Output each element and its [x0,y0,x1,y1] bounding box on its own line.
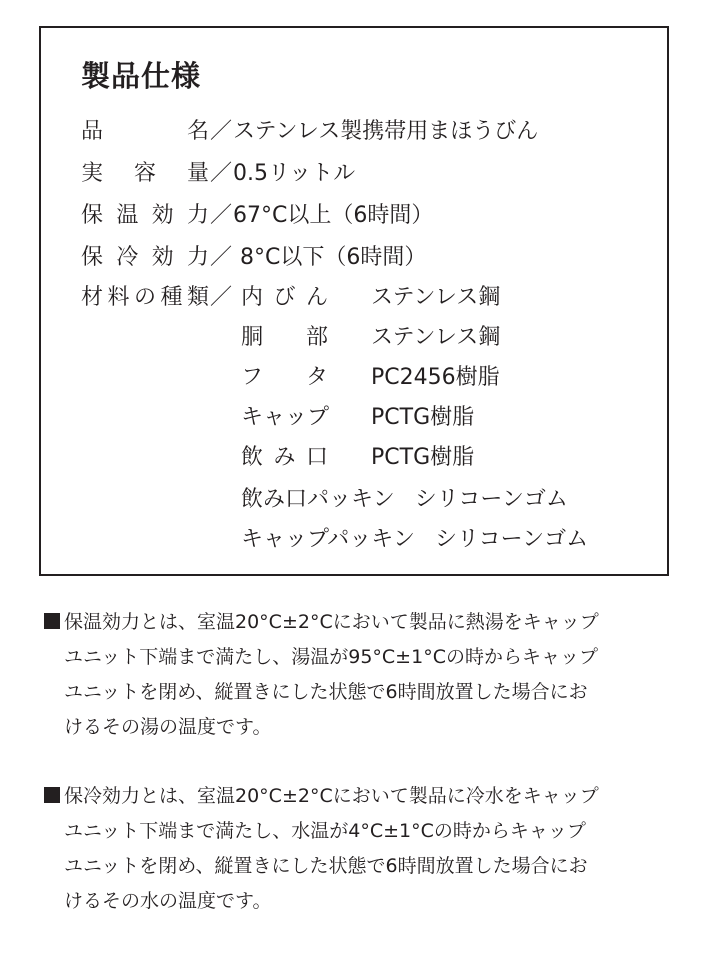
spec-label: 実容量 [81,161,209,186]
spec-value: ステンレス製携帯用まほうびん [233,119,539,144]
spec-box [39,26,669,576]
note-text: 保冷効力とは、室温20°C±2°Cにおいて製品に冷水をキャップ [64,785,599,807]
material-part: フタ [241,365,328,390]
note-line: ユニット下端まで満たし、湯温が95°C±1°Cの時からキャップ [64,646,598,668]
separator: ／ [209,285,232,310]
material-name: PCTG樹脂 [371,445,475,470]
material-name: ステンレス鋼 [371,285,501,310]
spec-label: 保温効力 [81,203,209,228]
material-row [241,358,500,398]
note-line [44,779,680,814]
note-line: ユニットを閉め、縦置きにした状態で6時間放置した場合にお [64,681,588,703]
spec-row-cold-retention [81,238,426,278]
note-line: ユニット下端まで満たし、水温が4°C±1°Cの時からキャップ [64,820,586,842]
note-line: けるその湯の温度です。 [64,716,272,738]
spec-row-capacity [81,154,355,194]
spec-title: 製品仕様 [81,59,202,93]
material-name: シリコーンゴム [435,527,589,552]
material-row [241,520,588,560]
spec-label: 保冷効力 [81,245,209,270]
material-part: 飲み口パッキン [241,487,395,512]
material-name: PC2456樹脂 [371,365,500,390]
spec-label: 品名 [81,119,209,144]
note-line [44,605,680,640]
note-text: 保温効力とは、室温20°C±2°Cにおいて製品に熱湯をキャップ [64,611,599,633]
separator: ／ [209,119,232,144]
spec-value: 67°C以上（6時間） [233,203,434,228]
note-cold-retention [44,779,680,919]
spec-row-materials [81,278,233,318]
spec-value: 0.5リットル [233,161,356,186]
square-bullet-icon [44,613,60,629]
separator: ／ [209,161,232,186]
material-row [241,398,474,438]
material-part: キャップ [241,405,330,430]
note-line: ユニットを閉め、縦置きにした状態で6時間放置した場合にお [64,855,588,877]
material-part: 飲み口 [241,445,328,470]
material-name: PCTG樹脂 [371,405,475,430]
material-part: キャップパッキン [241,527,416,552]
material-row [241,318,500,358]
separator: ／ [209,245,232,270]
spec-label: 材料の種類 [81,285,209,310]
spec-row-product-name [81,112,538,152]
separator: ／ [209,203,232,228]
material-row [241,480,568,520]
square-bullet-icon [44,787,60,803]
note-line: けるその水の温度です。 [64,890,272,912]
spec-value: 8°C以下（6時間） [233,245,427,270]
material-name: シリコーンゴム [414,487,568,512]
material-part: 胴部 [241,325,328,350]
note-heat-retention [44,605,680,745]
material-row [241,438,474,478]
material-row [241,278,500,318]
material-name: ステンレス鋼 [371,325,501,350]
material-part: 内びん [241,285,328,310]
spec-row-heat-retention [81,196,433,236]
